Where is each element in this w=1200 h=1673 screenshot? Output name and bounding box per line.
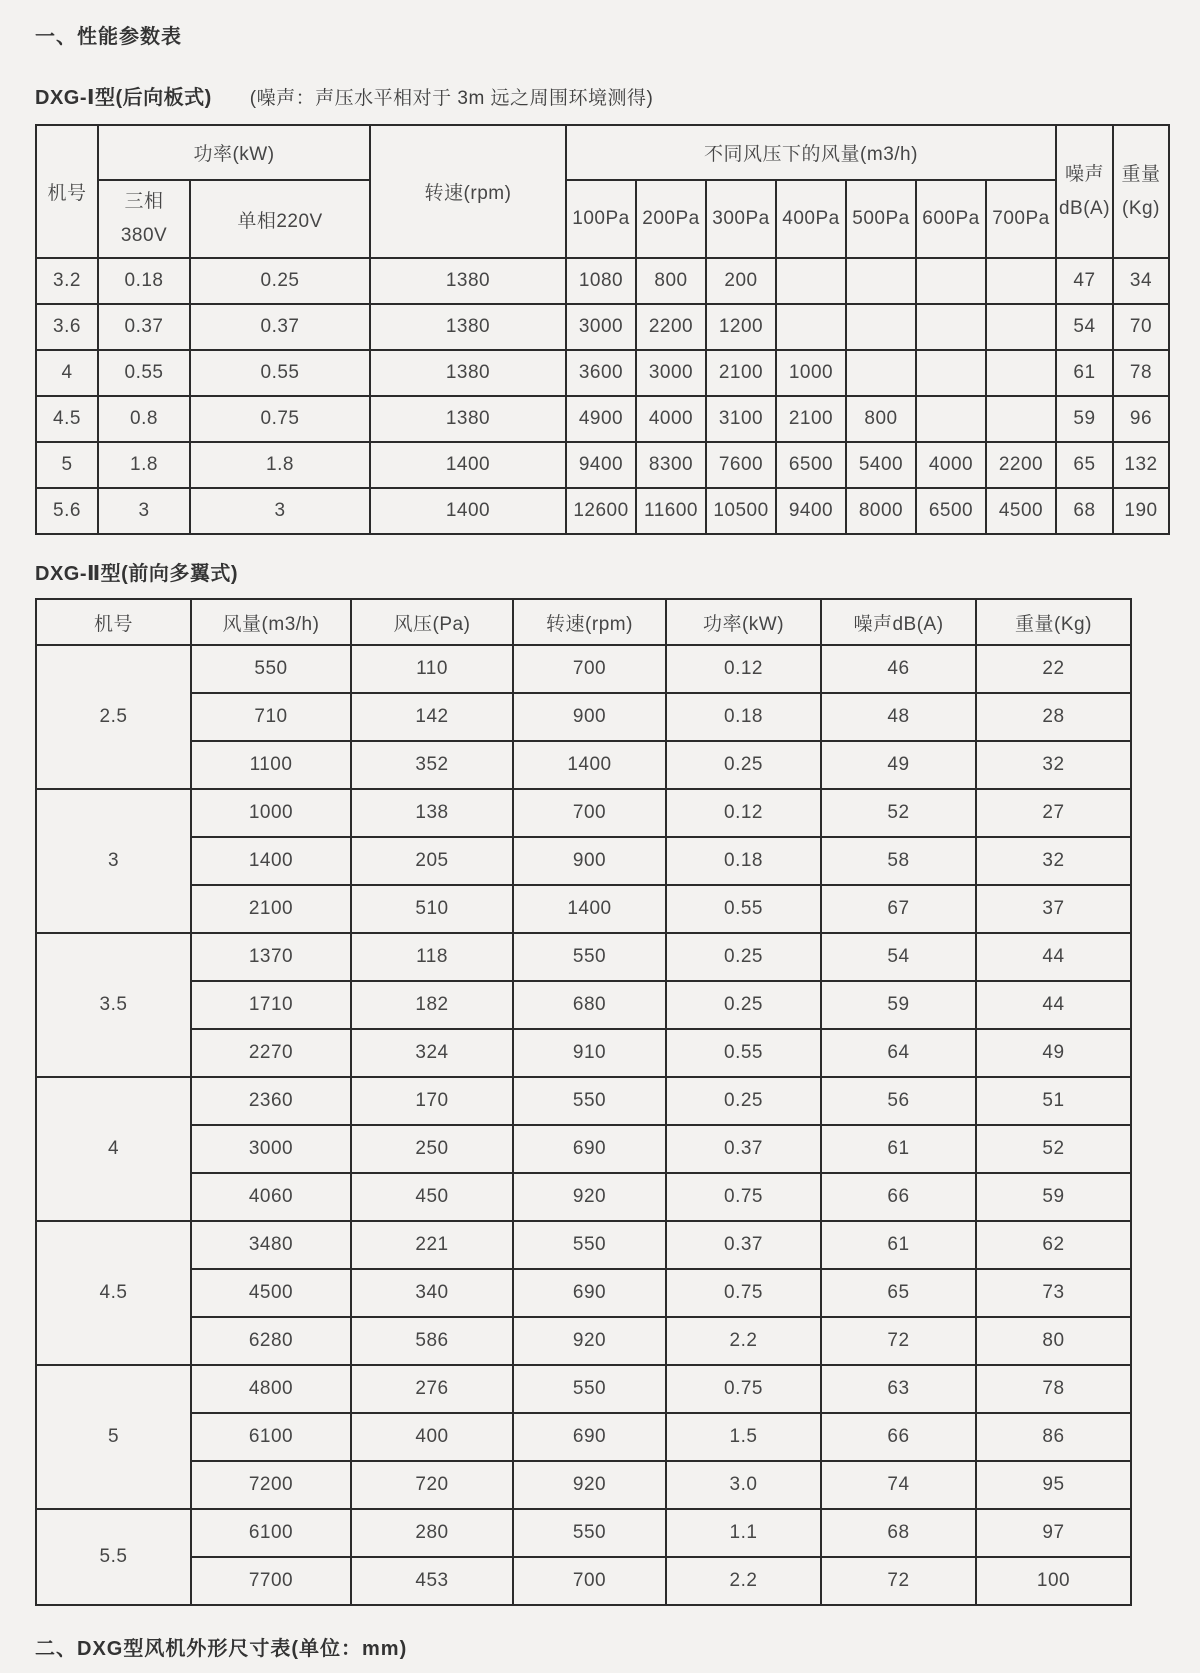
table2-title: DXG-Ⅱ型(前向多翼式) bbox=[35, 563, 238, 585]
table-cell: 3.2 bbox=[36, 258, 98, 304]
table-cell: 1080 bbox=[566, 258, 636, 304]
table-cell: 0.25 bbox=[666, 933, 821, 981]
table-cell: 68 bbox=[821, 1509, 976, 1557]
table-cell: 0.55 bbox=[98, 350, 190, 396]
table-cell: 3100 bbox=[706, 396, 776, 442]
table-cell: 0.75 bbox=[666, 1173, 821, 1221]
table-cell: 59 bbox=[821, 981, 976, 1029]
dxg2-performance-table bbox=[35, 598, 1132, 1606]
table-cell: 49 bbox=[821, 741, 976, 789]
table-cell: 1.1 bbox=[666, 1509, 821, 1557]
table-cell: 4500 bbox=[986, 488, 1056, 534]
table-cell: 205 bbox=[351, 837, 513, 885]
table-cell: 280 bbox=[351, 1509, 513, 1557]
table-cell: 2100 bbox=[191, 885, 351, 933]
table-cell: 62 bbox=[976, 1221, 1131, 1269]
table-cell: 0.55 bbox=[666, 885, 821, 933]
table-cell: 0.75 bbox=[666, 1365, 821, 1413]
table-cell: 132 bbox=[1113, 442, 1169, 488]
table-cell: 3 bbox=[98, 488, 190, 534]
table-cell: 4000 bbox=[636, 396, 706, 442]
table-cell: 4500 bbox=[191, 1269, 351, 1317]
table-row bbox=[36, 304, 1169, 350]
column-header-700pa: 700Pa bbox=[986, 180, 1056, 258]
table-cell: 800 bbox=[846, 396, 916, 442]
table-cell: 550 bbox=[513, 933, 666, 981]
table-row bbox=[36, 1173, 1131, 1221]
table-row bbox=[36, 442, 1169, 488]
table-row bbox=[36, 693, 1131, 741]
table-cell: 720 bbox=[351, 1461, 513, 1509]
table-cell bbox=[846, 350, 916, 396]
table-row bbox=[36, 981, 1131, 1029]
table-cell: 67 bbox=[821, 885, 976, 933]
table-cell: 86 bbox=[976, 1413, 1131, 1461]
table-cell: 550 bbox=[513, 1365, 666, 1413]
column-header-pressure: 风压(Pa) bbox=[351, 599, 513, 645]
table-cell: 6100 bbox=[191, 1509, 351, 1557]
table-cell: 0.55 bbox=[190, 350, 370, 396]
table-cell: 44 bbox=[976, 933, 1131, 981]
table-cell: 6280 bbox=[191, 1317, 351, 1365]
table-cell: 7200 bbox=[191, 1461, 351, 1509]
column-header-weight-line2: (Kg) bbox=[1122, 197, 1160, 219]
table-cell: 46 bbox=[821, 645, 976, 693]
table-cell: 2.2 bbox=[666, 1317, 821, 1365]
table-cell: 8000 bbox=[846, 488, 916, 534]
table-cell: 690 bbox=[513, 1413, 666, 1461]
column-header-weight: 重量(Kg) bbox=[976, 599, 1131, 645]
table-cell: 2.2 bbox=[666, 1557, 821, 1605]
column-header-power-group: 功率(kW) bbox=[98, 125, 370, 180]
table-cell: 2100 bbox=[776, 396, 846, 442]
table-cell: 1000 bbox=[191, 789, 351, 837]
table-cell bbox=[986, 350, 1056, 396]
table-cell: 142 bbox=[351, 693, 513, 741]
table-cell: 0.18 bbox=[666, 837, 821, 885]
column-header-200pa: 200Pa bbox=[636, 180, 706, 258]
table-cell: 22 bbox=[976, 645, 1131, 693]
table-cell: 97 bbox=[976, 1509, 1131, 1557]
table-cell: 61 bbox=[821, 1221, 976, 1269]
table-cell: 1400 bbox=[370, 488, 566, 534]
table-cell: 47 bbox=[1056, 258, 1113, 304]
table-cell: 0.25 bbox=[666, 741, 821, 789]
table-cell: 1400 bbox=[513, 741, 666, 789]
column-header-single-phase: 单相220V bbox=[190, 180, 370, 258]
table-cell: 352 bbox=[351, 741, 513, 789]
table-cell: 1710 bbox=[191, 981, 351, 1029]
table-cell: 0.37 bbox=[98, 304, 190, 350]
table-cell: 200 bbox=[706, 258, 776, 304]
table-cell: 138 bbox=[351, 789, 513, 837]
table-cell: 95 bbox=[976, 1461, 1131, 1509]
table-cell: 0.8 bbox=[98, 396, 190, 442]
table-cell: 74 bbox=[821, 1461, 976, 1509]
table-cell: 910 bbox=[513, 1029, 666, 1077]
table-cell: 3480 bbox=[191, 1221, 351, 1269]
table-cell: 1.8 bbox=[98, 442, 190, 488]
section1-title: 一、性能参数表 bbox=[35, 26, 182, 48]
column-header-airflow: 风量(m3/h) bbox=[191, 599, 351, 645]
table-row bbox=[36, 1461, 1131, 1509]
table-row bbox=[36, 885, 1131, 933]
table1-title: DXG-Ⅰ型(后向板式) bbox=[35, 87, 212, 109]
table-cell: 550 bbox=[513, 1077, 666, 1125]
table-cell bbox=[846, 304, 916, 350]
table-row bbox=[36, 933, 1131, 981]
table-cell: 0.25 bbox=[666, 981, 821, 1029]
table-row bbox=[36, 396, 1169, 442]
table-cell bbox=[916, 396, 986, 442]
table-row bbox=[36, 645, 1131, 693]
table-cell: 2360 bbox=[191, 1077, 351, 1125]
table-cell: 340 bbox=[351, 1269, 513, 1317]
table-cell: 3000 bbox=[636, 350, 706, 396]
table-cell: 70 bbox=[1113, 304, 1169, 350]
table-cell: 710 bbox=[191, 693, 351, 741]
table-cell: 3600 bbox=[566, 350, 636, 396]
column-header-400pa: 400Pa bbox=[776, 180, 846, 258]
table-cell: 4900 bbox=[566, 396, 636, 442]
table-cell: 1.5 bbox=[666, 1413, 821, 1461]
table-cell: 510 bbox=[351, 885, 513, 933]
table-row bbox=[36, 1317, 1131, 1365]
table-cell: 221 bbox=[351, 1221, 513, 1269]
table-cell bbox=[776, 258, 846, 304]
table-cell: 73 bbox=[976, 1269, 1131, 1317]
table-cell: 586 bbox=[351, 1317, 513, 1365]
table-cell: 0.12 bbox=[666, 789, 821, 837]
table-cell: 64 bbox=[821, 1029, 976, 1077]
table-cell: 170 bbox=[351, 1077, 513, 1125]
table-row bbox=[36, 1077, 1131, 1125]
table-cell: 61 bbox=[821, 1125, 976, 1173]
column-header-jihao: 机号 bbox=[36, 125, 98, 258]
table-cell: 250 bbox=[351, 1125, 513, 1173]
table-cell bbox=[986, 304, 1056, 350]
table-cell: 3 bbox=[190, 488, 370, 534]
table-cell: 1400 bbox=[370, 442, 566, 488]
table-cell: 0.37 bbox=[190, 304, 370, 350]
table-cell: 4 bbox=[36, 350, 98, 396]
table-row bbox=[36, 350, 1169, 396]
table-cell: 4000 bbox=[916, 442, 986, 488]
section2-title: 二、DXG型风机外形尺寸表(单位：mm) bbox=[35, 1638, 408, 1660]
table-cell: 800 bbox=[636, 258, 706, 304]
table-cell: 59 bbox=[976, 1173, 1131, 1221]
table-cell: 182 bbox=[351, 981, 513, 1029]
table-row bbox=[36, 1557, 1131, 1605]
cell-jihao: 5.5 bbox=[36, 1509, 191, 1605]
table-cell: 324 bbox=[351, 1029, 513, 1077]
table-cell bbox=[986, 258, 1056, 304]
table-cell: 80 bbox=[976, 1317, 1131, 1365]
table-cell: 0.75 bbox=[666, 1269, 821, 1317]
table-cell: 550 bbox=[191, 645, 351, 693]
table-cell: 32 bbox=[976, 741, 1131, 789]
column-header-noise-line2: dB(A) bbox=[1058, 197, 1111, 219]
table-cell: 0.12 bbox=[666, 645, 821, 693]
table-row bbox=[36, 258, 1169, 304]
table-cell: 65 bbox=[821, 1269, 976, 1317]
table-cell: 6500 bbox=[776, 442, 846, 488]
dxg1-performance-table bbox=[35, 124, 1170, 535]
table-cell: 680 bbox=[513, 981, 666, 1029]
table-cell: 96 bbox=[1113, 396, 1169, 442]
cell-jihao: 2.5 bbox=[36, 645, 191, 789]
table-cell bbox=[986, 396, 1056, 442]
table-cell: 51 bbox=[976, 1077, 1131, 1125]
table-cell: 0.25 bbox=[190, 258, 370, 304]
table-cell: 0.25 bbox=[666, 1077, 821, 1125]
table-cell: 450 bbox=[351, 1173, 513, 1221]
table-cell: 900 bbox=[513, 837, 666, 885]
table-cell: 3000 bbox=[566, 304, 636, 350]
table-row bbox=[36, 1029, 1131, 1077]
table-cell: 58 bbox=[821, 837, 976, 885]
table-cell: 1.8 bbox=[190, 442, 370, 488]
table-cell: 1400 bbox=[513, 885, 666, 933]
table-cell: 5400 bbox=[846, 442, 916, 488]
cell-jihao: 4.5 bbox=[36, 1221, 191, 1365]
table-row bbox=[36, 1413, 1131, 1461]
table-cell: 100 bbox=[976, 1557, 1131, 1605]
table-cell: 12600 bbox=[566, 488, 636, 534]
table-cell: 49 bbox=[976, 1029, 1131, 1077]
table-cell: 0.75 bbox=[190, 396, 370, 442]
cell-jihao: 3 bbox=[36, 789, 191, 933]
table-cell: 700 bbox=[513, 1557, 666, 1605]
table-cell: 0.37 bbox=[666, 1221, 821, 1269]
table-cell: 276 bbox=[351, 1365, 513, 1413]
table-cell: 78 bbox=[1113, 350, 1169, 396]
table-cell: 0.18 bbox=[666, 693, 821, 741]
column-header-weight bbox=[1113, 125, 1169, 258]
table-cell: 56 bbox=[821, 1077, 976, 1125]
table-cell: 1200 bbox=[706, 304, 776, 350]
table-cell: 61 bbox=[1056, 350, 1113, 396]
table-cell: 72 bbox=[821, 1317, 976, 1365]
table-cell: 8300 bbox=[636, 442, 706, 488]
column-header-speed: 转速(rpm) bbox=[513, 599, 666, 645]
table-cell: 1380 bbox=[370, 258, 566, 304]
table-cell: 9400 bbox=[776, 488, 846, 534]
table-cell bbox=[916, 258, 986, 304]
column-header-noise: 噪声dB(A) bbox=[821, 599, 976, 645]
table-cell: 59 bbox=[1056, 396, 1113, 442]
table-cell: 28 bbox=[976, 693, 1131, 741]
table-cell: 72 bbox=[821, 1557, 976, 1605]
table-row bbox=[36, 789, 1131, 837]
column-header-power: 功率(kW) bbox=[666, 599, 821, 645]
table-cell: 3000 bbox=[191, 1125, 351, 1173]
table-cell: 52 bbox=[821, 789, 976, 837]
table-row bbox=[36, 1365, 1131, 1413]
table-cell: 52 bbox=[976, 1125, 1131, 1173]
table-cell: 54 bbox=[1056, 304, 1113, 350]
table-row bbox=[36, 837, 1131, 885]
table-cell: 700 bbox=[513, 645, 666, 693]
table-cell: 54 bbox=[821, 933, 976, 981]
table-cell: 550 bbox=[513, 1221, 666, 1269]
table-cell: 7700 bbox=[191, 1557, 351, 1605]
table-cell: 118 bbox=[351, 933, 513, 981]
table-cell: 0.37 bbox=[666, 1125, 821, 1173]
table-cell bbox=[916, 304, 986, 350]
table-cell: 4800 bbox=[191, 1365, 351, 1413]
cell-jihao: 4 bbox=[36, 1077, 191, 1221]
column-header-speed: 转速(rpm) bbox=[370, 125, 566, 258]
table-cell: 453 bbox=[351, 1557, 513, 1605]
table-cell: 37 bbox=[976, 885, 1131, 933]
table-cell: 3.6 bbox=[36, 304, 98, 350]
column-header-three-phase bbox=[98, 180, 190, 258]
table-cell: 4.5 bbox=[36, 396, 98, 442]
column-header-100pa: 100Pa bbox=[566, 180, 636, 258]
table-row bbox=[36, 741, 1131, 789]
column-header-500pa: 500Pa bbox=[846, 180, 916, 258]
table-cell: 0.18 bbox=[98, 258, 190, 304]
table-cell: 2270 bbox=[191, 1029, 351, 1077]
table-cell: 5 bbox=[36, 442, 98, 488]
column-header-noise-line1: 噪声 bbox=[1064, 163, 1104, 185]
column-header-airflow-group: 不同风压下的风量(m3/h) bbox=[566, 125, 1056, 180]
table-cell: 700 bbox=[513, 789, 666, 837]
table-cell: 11600 bbox=[636, 488, 706, 534]
table-cell: 66 bbox=[821, 1173, 976, 1221]
table-cell bbox=[776, 304, 846, 350]
table-row bbox=[36, 488, 1169, 534]
column-header-three-phase-line1: 三相 bbox=[124, 191, 164, 212]
table1-noise-note: (噪声：声压水平相对于 3m 远之周围环境测得) bbox=[249, 88, 654, 109]
table-cell: 920 bbox=[513, 1317, 666, 1365]
table-cell: 900 bbox=[513, 693, 666, 741]
table-cell: 63 bbox=[821, 1365, 976, 1413]
table-cell: 1000 bbox=[776, 350, 846, 396]
column-header-noise bbox=[1056, 125, 1113, 258]
table-cell: 44 bbox=[976, 981, 1131, 1029]
table-cell: 7600 bbox=[706, 442, 776, 488]
table-row bbox=[36, 1269, 1131, 1317]
table-cell: 48 bbox=[821, 693, 976, 741]
table-cell: 66 bbox=[821, 1413, 976, 1461]
column-header-weight-line1: 重量 bbox=[1121, 163, 1161, 185]
table-cell: 190 bbox=[1113, 488, 1169, 534]
table-cell: 6500 bbox=[916, 488, 986, 534]
table-cell: 1380 bbox=[370, 350, 566, 396]
table-row bbox=[36, 1509, 1131, 1557]
table-row bbox=[36, 1125, 1131, 1173]
table-cell: 34 bbox=[1113, 258, 1169, 304]
table-cell: 690 bbox=[513, 1125, 666, 1173]
table-cell: 3.0 bbox=[666, 1461, 821, 1509]
column-header-three-phase-line2: 380V bbox=[120, 225, 168, 246]
table-cell: 1370 bbox=[191, 933, 351, 981]
table-cell: 1380 bbox=[370, 304, 566, 350]
table-cell: 9400 bbox=[566, 442, 636, 488]
table-cell: 2200 bbox=[636, 304, 706, 350]
table-cell: 4060 bbox=[191, 1173, 351, 1221]
table-cell bbox=[846, 258, 916, 304]
table-cell: 1380 bbox=[370, 396, 566, 442]
table-cell: 32 bbox=[976, 837, 1131, 885]
cell-jihao: 3.5 bbox=[36, 933, 191, 1077]
table-cell: 920 bbox=[513, 1173, 666, 1221]
column-header-jihao: 机号 bbox=[36, 599, 191, 645]
table-cell: 1100 bbox=[191, 741, 351, 789]
table-cell: 10500 bbox=[706, 488, 776, 534]
column-header-600pa: 600Pa bbox=[916, 180, 986, 258]
table-cell: 2200 bbox=[986, 442, 1056, 488]
table-cell: 550 bbox=[513, 1509, 666, 1557]
table-cell: 2100 bbox=[706, 350, 776, 396]
table-cell: 400 bbox=[351, 1413, 513, 1461]
table-cell: 68 bbox=[1056, 488, 1113, 534]
table-cell: 1400 bbox=[191, 837, 351, 885]
table-cell: 78 bbox=[976, 1365, 1131, 1413]
table-cell: 690 bbox=[513, 1269, 666, 1317]
table-cell: 65 bbox=[1056, 442, 1113, 488]
table-cell: 27 bbox=[976, 789, 1131, 837]
table1-caption bbox=[35, 81, 1170, 110]
column-header-300pa: 300Pa bbox=[706, 180, 776, 258]
table-cell: 0.55 bbox=[666, 1029, 821, 1077]
table-cell: 110 bbox=[351, 645, 513, 693]
table-cell: 920 bbox=[513, 1461, 666, 1509]
cell-jihao: 5 bbox=[36, 1365, 191, 1509]
table-cell: 6100 bbox=[191, 1413, 351, 1461]
table-cell bbox=[916, 350, 986, 396]
table-cell: 5.6 bbox=[36, 488, 98, 534]
table-row bbox=[36, 1221, 1131, 1269]
